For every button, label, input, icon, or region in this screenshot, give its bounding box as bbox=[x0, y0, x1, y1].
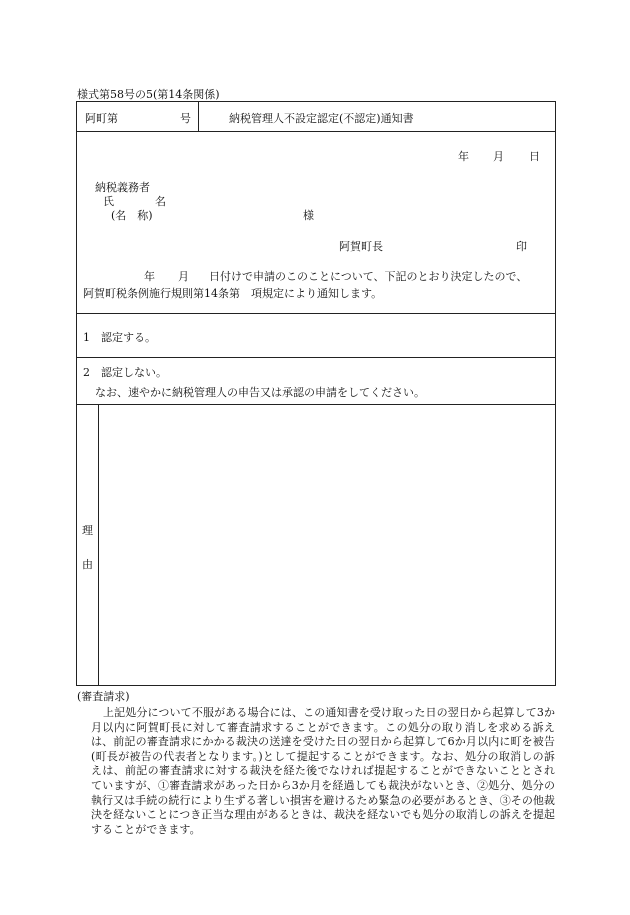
reason-label-char1: 理 bbox=[82, 524, 93, 537]
date-month: 月 bbox=[493, 150, 504, 163]
divider-option1 bbox=[77, 357, 555, 358]
form-number-label: 様式第58号の5(第14条関係) bbox=[77, 88, 220, 101]
body-year: 年 bbox=[144, 270, 155, 283]
body-month: 月 bbox=[178, 270, 189, 283]
reason-text-area bbox=[100, 406, 553, 683]
taxpayer-label: 納税義務者 bbox=[95, 181, 150, 194]
document-number-suffix: 号 bbox=[180, 112, 191, 125]
recipient-corp-name-label: (名 称) bbox=[111, 209, 153, 222]
appeal-body-text: 上記処分について不服がある場合には、この通知書を受け取った日の翌日から起算して3か月以内に阿賀町長に対して審査請求することができます。この処分の取り消しを求める訴えは、前記の審査請求にかかる裁決の送達を受けた日の翌日から起算して6か月以内に町を被告(町長が被告の代表者となります。)として提起することができます。なお、処分の取消しの訴えは、前記の審査請求に対する裁決を経た後でなければ提起することができないこととされていますが、①審査請求があった日から3か月を経過しても裁決がないとき、②処分、処分の執行又は手続の続行により生ずる著しい損害を避けるため緊急の必要があるとき、③その他裁決を経ないことにつき正当な理由があるときは、裁決を経ないでも処分の取消しの訴えを提起することができます。 bbox=[91, 706, 555, 836]
divider-reason-vertical bbox=[98, 404, 99, 685]
divider-header bbox=[77, 131, 555, 132]
notice-form-frame bbox=[76, 101, 556, 686]
option-deny-note: なお、速やかに納税管理人の申告又は承認の申請をしてください。 bbox=[95, 386, 425, 399]
date-day: 日 bbox=[529, 150, 540, 163]
seal-mark: 印 bbox=[516, 240, 527, 253]
divider-header-vertical bbox=[198, 102, 199, 131]
appeal-section bbox=[77, 688, 557, 837]
issuer-name: 阿賀町長 bbox=[339, 240, 383, 253]
option-approve: 1 認定する。 bbox=[83, 331, 156, 344]
recipient-name-label-a: 氏 bbox=[103, 195, 114, 208]
divider-body bbox=[77, 313, 555, 314]
reason-label-char2: 由 bbox=[82, 558, 93, 571]
date-year: 年 bbox=[458, 150, 469, 163]
body-line1-text: 日付けで申請のこのことについて、下記のとおり決定したので、 bbox=[209, 270, 528, 283]
recipient-honorific: 様 bbox=[303, 209, 314, 222]
option-deny: 2 認定しない。 bbox=[83, 366, 167, 379]
recipient-name-label-b: 名 bbox=[155, 195, 166, 208]
body-line2-text: 阿賀町税条例施行規則第14条第 項規定により通知します。 bbox=[83, 287, 383, 300]
document-number-prefix: 阿町第 bbox=[85, 112, 118, 125]
appeal-heading: (審査請求) bbox=[77, 690, 130, 703]
document-title: 納税管理人不設定認定(不認定)通知書 bbox=[229, 112, 414, 125]
divider-option2 bbox=[77, 404, 555, 405]
